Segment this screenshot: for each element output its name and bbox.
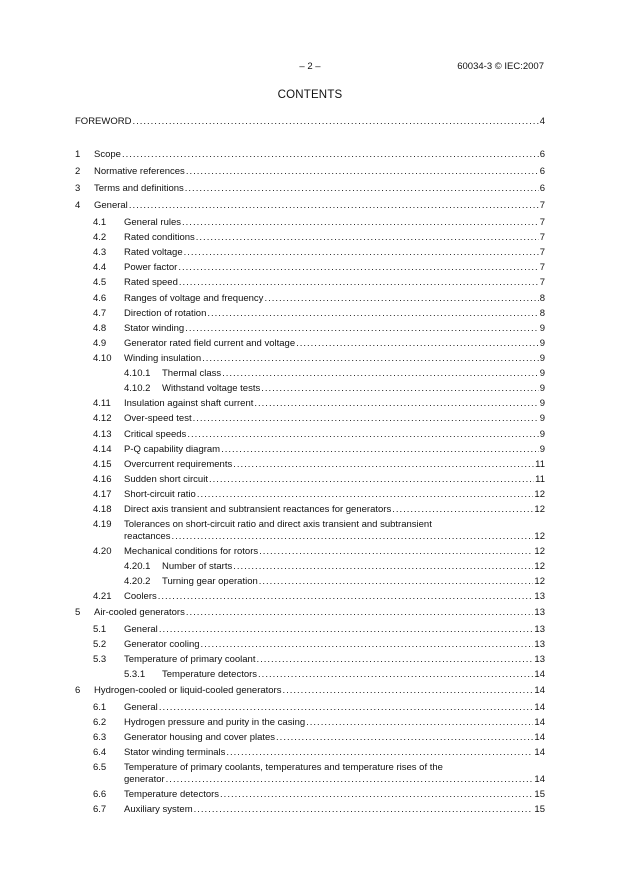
toc-entry-page: 14	[534, 702, 545, 713]
toc-entry-title: Rated voltage	[124, 247, 183, 258]
toc-entry-title: Generator cooling	[124, 639, 200, 650]
toc-entry-page: 14	[534, 747, 545, 758]
dot-leader	[194, 803, 534, 816]
toc-entry[interactable]	[124, 337, 545, 350]
toc-entry[interactable]	[124, 746, 545, 759]
toc-entry-continuation[interactable]	[124, 530, 545, 543]
toc-entry-page: 14	[534, 685, 545, 696]
dot-leader	[264, 292, 538, 305]
toc-entry-title: General	[124, 624, 158, 635]
toc-entry-number: 4.7	[93, 308, 107, 319]
toc-entry-number: 6.4	[93, 747, 107, 758]
toc-entry-number: 2	[75, 166, 81, 177]
toc-entry-continuation[interactable]	[124, 773, 545, 786]
dot-leader	[220, 788, 533, 801]
dot-leader	[259, 575, 534, 588]
toc-entry-title: P-Q capability diagram	[124, 444, 221, 455]
toc-entry-number: 6.5	[93, 762, 107, 773]
toc-entry-title: Overcurrent requirements	[124, 459, 233, 470]
toc-entry-number: 3	[75, 183, 81, 194]
toc-entry-title-continued: reactances	[124, 531, 171, 542]
toc-entry-title: Stator winding	[124, 323, 185, 334]
toc-entry-page: 12	[534, 576, 545, 587]
toc-entry-number: 4.2	[93, 232, 107, 243]
toc-entry-number: 5.1	[93, 624, 107, 635]
dot-leader	[178, 261, 538, 274]
toc-entry-number: 4.6	[93, 293, 107, 304]
toc-entry-number: 4.20.1	[124, 561, 151, 572]
toc-entry-page: 14	[534, 717, 545, 728]
toc-entry-title: General	[94, 200, 128, 211]
toc-entry-title: Withstand voltage tests	[162, 383, 261, 394]
dot-leader	[233, 458, 534, 471]
toc-entry-page: 9	[539, 413, 545, 424]
dot-leader	[258, 668, 533, 681]
dot-leader	[186, 165, 539, 178]
toc-entry[interactable]	[124, 731, 545, 744]
toc-entry-number: 5.3.1	[124, 669, 146, 680]
dot-leader	[186, 606, 534, 619]
toc-entry-page: 15	[534, 789, 545, 800]
toc-entry[interactable]	[162, 575, 545, 588]
toc-entry-number: 4.10.1	[124, 368, 151, 379]
toc-entry-page: 7	[539, 262, 545, 273]
toc-entry-title: Temperature of primary coolant	[124, 654, 256, 665]
toc-entry-title: Tolerances on short-circuit ratio and direct axis transient and subtransient	[124, 519, 432, 530]
toc-entry[interactable]	[94, 199, 545, 212]
toc-entry[interactable]	[124, 788, 545, 801]
toc-entry[interactable]	[124, 216, 545, 229]
toc-entry-title: Direct axis transient and subtransient reactances for generators	[124, 504, 392, 515]
toc-entry[interactable]	[162, 367, 545, 380]
toc-entry-number: 6.2	[93, 717, 107, 728]
toc-entry-page: 11	[535, 474, 545, 485]
toc-entry-number: 4.5	[93, 277, 107, 288]
dot-leader	[259, 545, 533, 558]
toc-entry-title: Temperature detectors	[124, 789, 220, 800]
toc-entry[interactable]	[162, 560, 545, 573]
toc-entry[interactable]	[124, 307, 545, 320]
toc-entry[interactable]	[124, 397, 545, 410]
toc-entry-number: 4.10.2	[124, 383, 151, 394]
toc-entry-title: Hydrogen pressure and purity in the casing	[124, 717, 306, 728]
dot-leader	[256, 653, 533, 666]
toc-entry-page: 9	[539, 383, 545, 394]
toc-entry-number: 4.19	[93, 519, 112, 530]
toc-entry-title: General	[124, 702, 158, 713]
toc-entry[interactable]	[124, 653, 545, 666]
toc-entry[interactable]	[124, 590, 545, 603]
dot-leader	[158, 590, 534, 603]
toc-entry[interactable]	[124, 412, 545, 425]
toc-entry-page: 12	[534, 561, 545, 572]
toc-entry[interactable]	[94, 684, 545, 697]
toc-entry-number: 5.3	[93, 654, 107, 665]
toc-entry-number: 5.2	[93, 639, 107, 650]
toc-entry-page: 15	[534, 804, 545, 815]
toc-entry-title: Sudden short circuit	[124, 474, 208, 485]
toc-entry-page: 14	[534, 774, 545, 785]
toc-entry-page: 4	[539, 116, 545, 127]
toc-entry-title: Hydrogen-cooled or liquid-cooled generators	[94, 685, 282, 696]
toc-entry[interactable]	[124, 443, 545, 456]
toc-entry-page: 13	[534, 654, 545, 665]
toc-entry-page: 7	[539, 232, 545, 243]
dot-leader	[166, 773, 534, 786]
toc-entry[interactable]	[162, 382, 545, 395]
toc-entry[interactable]	[94, 182, 545, 195]
toc-entry-number: 4	[75, 200, 81, 211]
toc-entry[interactable]	[124, 701, 545, 714]
toc-entry-title-continued: generator	[124, 774, 165, 785]
toc-entry-number: 4.1	[93, 217, 107, 228]
toc-entry-page: 6	[539, 166, 545, 177]
toc-entry[interactable]	[124, 428, 545, 441]
dot-leader	[132, 115, 538, 128]
dot-leader	[182, 216, 539, 229]
toc-entry-page: 14	[534, 669, 545, 680]
dot-leader	[207, 307, 538, 320]
toc-entry-number: 4.3	[93, 247, 107, 258]
toc-entry[interactable]	[75, 115, 545, 128]
toc-entry[interactable]	[124, 545, 545, 558]
toc-entry-page: 9	[539, 353, 545, 364]
toc-entry-title: Mechanical conditions for rotors	[124, 546, 259, 557]
toc-entry-page: 13	[534, 639, 545, 650]
toc-entry-title: Winding insulation	[124, 353, 202, 364]
toc-entry[interactable]	[124, 276, 545, 289]
toc-entry-page: 8	[539, 293, 545, 304]
toc-entry[interactable]	[124, 352, 545, 365]
toc-entry-number: 6.3	[93, 732, 107, 743]
dot-leader	[233, 560, 533, 573]
toc-entry-title: Generator rated field current and voltage	[124, 338, 296, 349]
toc-entry-title: Insulation against shaft current	[124, 398, 254, 409]
dot-leader	[306, 716, 533, 729]
dot-leader	[179, 276, 539, 289]
toc-entry-page: 7	[539, 277, 545, 288]
toc-entry-title: Thermal class	[162, 368, 222, 379]
toc-entry-title: Rated conditions	[124, 232, 195, 243]
toc-entry[interactable]	[94, 165, 545, 178]
toc-entry-page: 14	[534, 732, 545, 743]
dot-leader	[209, 473, 534, 486]
toc-entry-number: 4.11	[93, 398, 111, 409]
toc-entry-number: 4.15	[93, 459, 112, 470]
dot-leader	[187, 428, 538, 441]
toc-entry-title: Stator winding terminals	[124, 747, 226, 758]
dot-leader	[129, 199, 539, 212]
toc-entry[interactable]	[124, 292, 545, 305]
toc-entry-title: Short-circuit ratio	[124, 489, 196, 500]
dot-leader	[254, 397, 538, 410]
toc-entry-number: 4.21	[93, 591, 112, 602]
dot-leader	[282, 684, 533, 697]
contents-title: CONTENTS	[277, 89, 343, 101]
toc-entry-number: 4.10	[93, 353, 112, 364]
toc-entry-page: 6	[539, 183, 545, 194]
toc-entry-title: Critical speeds	[124, 429, 187, 440]
toc-entry-page: 13	[534, 607, 545, 618]
toc-entry[interactable]	[124, 488, 545, 501]
dot-leader	[296, 337, 539, 350]
toc-entry-title: Direction of rotation	[124, 308, 207, 319]
toc-entry-title: Rated speed	[124, 277, 178, 288]
toc-entry-page: 13	[534, 591, 545, 602]
toc-entry-page: 7	[539, 247, 545, 258]
dot-leader	[159, 623, 534, 636]
toc-entry-page: 7	[539, 200, 545, 211]
dot-leader	[392, 503, 533, 516]
toc-entry-page: 9	[539, 429, 545, 440]
toc-entry-title: Temperature detectors	[162, 669, 258, 680]
dot-leader	[201, 638, 534, 651]
toc-entry-number: 4.20	[93, 546, 112, 557]
dot-leader	[171, 530, 533, 543]
dot-leader	[221, 443, 539, 456]
toc-entry-number: 1	[75, 149, 81, 160]
toc-entry-page: 9	[539, 368, 545, 379]
dot-leader	[276, 731, 533, 744]
toc-entry-page: 12	[534, 531, 545, 542]
toc-entry-title: General rules	[124, 217, 182, 228]
toc-entry[interactable]	[124, 261, 545, 274]
toc-entry-page: 9	[539, 338, 545, 349]
toc-entry-title: Coolers	[124, 591, 157, 602]
toc-entry[interactable]	[124, 246, 545, 259]
toc-entry-page: 13	[534, 624, 545, 635]
toc-entry-number: 5	[75, 607, 81, 618]
dot-leader	[193, 412, 539, 425]
toc-entry[interactable]	[94, 606, 545, 619]
standard-reference: 60034-3 © IEC:2007	[457, 61, 544, 72]
toc-entry-title: Auxiliary system	[124, 804, 193, 815]
toc-entry[interactable]	[124, 623, 545, 636]
toc-entry-number: 4.14	[93, 444, 112, 455]
toc-entry-page: 12	[534, 504, 545, 515]
toc-entry-page: 11	[535, 459, 545, 470]
toc-entry-page: 7	[539, 217, 545, 228]
toc-entry-title: Over-speed test	[124, 413, 192, 424]
toc-entry-title: Temperature of primary coolants, temperatures and temperature rises of the	[124, 762, 443, 773]
dot-leader	[122, 148, 539, 161]
toc-entry-number: 4.20.2	[124, 576, 151, 587]
toc-entry[interactable]	[124, 638, 545, 651]
toc-entry-title: Normative references	[94, 166, 185, 177]
toc-entry-page: 9	[539, 323, 545, 334]
toc-entry-number: 4.8	[93, 323, 107, 334]
dot-leader	[184, 246, 539, 259]
toc-entry-number: 6	[75, 685, 81, 696]
toc-entry[interactable]	[124, 503, 545, 516]
toc-entry[interactable]	[94, 148, 545, 161]
toc-entry[interactable]	[124, 458, 545, 471]
toc-entry-number: 4.18	[93, 504, 112, 515]
toc-entry-page: 12	[534, 489, 545, 500]
toc-entry-page: 9	[539, 444, 545, 455]
toc-entry-title: FOREWORD	[75, 116, 132, 127]
toc-entry[interactable]	[124, 322, 545, 335]
toc-entry-page: 12	[534, 546, 545, 557]
toc-entry[interactable]	[162, 668, 545, 681]
dot-leader	[196, 231, 539, 244]
toc-entry-number: 6.7	[93, 804, 107, 815]
dot-leader	[185, 182, 539, 195]
page-number: – 2 –	[299, 61, 321, 72]
toc-entry[interactable]	[124, 716, 545, 729]
toc-entry-title: Air-cooled generators	[94, 607, 185, 618]
dot-leader	[222, 367, 539, 380]
dot-leader	[197, 488, 534, 501]
dot-leader	[159, 701, 534, 714]
toc-entry-number: 4.17	[93, 489, 112, 500]
toc-entry-title: Power factor	[124, 262, 178, 273]
dot-leader	[261, 382, 538, 395]
toc-entry-title: Ranges of voltage and frequency	[124, 293, 264, 304]
dot-leader	[202, 352, 539, 365]
toc-entry-title: Generator housing and cover plates	[124, 732, 276, 743]
toc-entry-title: Terms and definitions	[94, 183, 184, 194]
toc-entry[interactable]	[124, 803, 545, 816]
toc-entry-title: Turning gear operation	[162, 576, 258, 587]
dot-leader	[185, 322, 539, 335]
toc-entry-number: 4.4	[93, 262, 107, 273]
toc-entry-page: 8	[539, 308, 545, 319]
toc-entry-number: 4.16	[93, 474, 112, 485]
dot-leader	[226, 746, 533, 759]
toc-entry-page: 6	[539, 149, 545, 160]
toc-entry[interactable]	[124, 473, 545, 486]
toc-entry-title: Scope	[94, 149, 121, 160]
toc-entry-title: Number of starts	[162, 561, 233, 572]
toc-entry-number: 6.6	[93, 789, 107, 800]
toc-entry-page: 9	[539, 398, 545, 409]
toc-entry-number: 4.12	[93, 413, 112, 424]
toc-entry-number: 6.1	[93, 702, 107, 713]
toc-entry-number: 4.9	[93, 338, 107, 349]
toc-entry-number: 4.13	[93, 429, 112, 440]
toc-entry[interactable]	[124, 231, 545, 244]
